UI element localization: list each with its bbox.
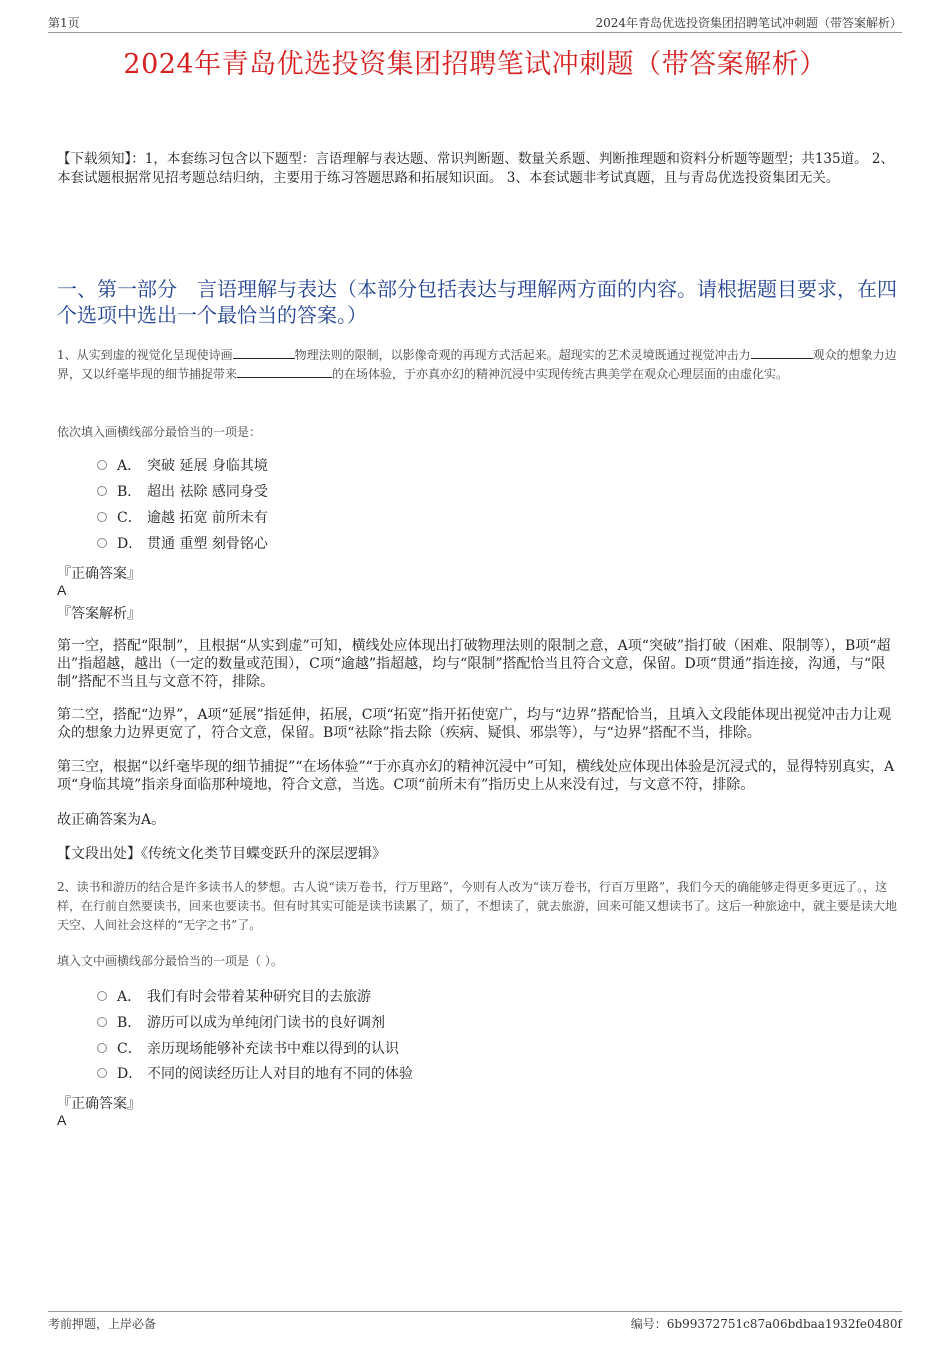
section-heading: 一、第一部分 言语理解与表达（本部分包括表达与理解两方面的内容。请根据题目要求，在四个选项中选出一个最恰当的答案。）	[57, 277, 897, 327]
q2-answer: A	[57, 1112, 67, 1128]
option-text: 游历可以成为单纯闭门读书的良好调剂	[147, 1015, 385, 1031]
radio-icon[interactable]	[97, 486, 107, 496]
radio-icon[interactable]	[97, 538, 107, 548]
option-letter: D．	[117, 1066, 143, 1082]
q1-prompt: 依次填入画横线部分最恰当的一项是：	[57, 425, 262, 439]
q1-answer: A	[57, 582, 67, 598]
header-doc-title: 2024年青岛优选投资集团招聘笔试冲刺题（带答案解析）	[595, 16, 902, 30]
q1-blank-2	[751, 346, 813, 359]
q1-analysis-paragraph-3: 第三空，根据“以纤毫毕现的细节捕捉”“在场体验”“于亦真亦幻的精神沉浸中”可知，横线处应体现出体验是沉浸式的，显得特别真实，A项“身临其境”指亲身面临那种境地，符合文意，当选。C项“前所未有”指历史上从来没有过，与文意不符，排除。	[57, 759, 895, 793]
option-letter: A．	[117, 989, 142, 1005]
q1-analysis-paragraph-1: 第一空，搭配“限制”，且根据“从实到虚”可知，横线处应体现出打破物理法则的限制之意，A项“突破”指打破（困难、限制等），B项“超出”指超越，越出（一定的数量或范围），C项“逾越”指超越，均与“限制”搭配恰当且符合文意，保留。D项“贯通”指连接，沟通，与“限制”搭配不当且与文意不符，排除。	[57, 638, 891, 690]
option-text: 突破 延展 身临其境	[147, 458, 268, 474]
q1-answer-label: 『正确答案』	[57, 566, 141, 582]
option-letter: C．	[117, 1041, 142, 1057]
q1-option-a[interactable]	[97, 456, 268, 476]
option-letter: C．	[117, 510, 142, 526]
option-text: 超出 祛除 感同身受	[147, 484, 268, 500]
footer-slogan: 考前押题，上岸必备	[48, 1317, 157, 1331]
page-footer	[48, 1311, 902, 1332]
option-letter: A．	[117, 458, 142, 474]
q2-answer-label: 『正确答案』	[57, 1096, 141, 1112]
option-text: 我们有时会带着某种研究目的去旅游	[147, 989, 371, 1005]
q2-prompt: 填入文中画横线部分最恰当的一项是（ ）。	[57, 954, 283, 968]
q1-analysis-paragraph-2: 第二空，搭配“边界”，A项“延展”指延伸，拓展，C项“拓宽”指开拓使宽广，均与“边界”搭配恰当，且填入文段能体现出视觉冲击力让观众的想象力边界更宽了，符合文意，保留。B项“祛除”指去除（疾病、疑惧、邪祟等），与“边界”搭配不当，排除。	[57, 707, 892, 741]
radio-icon[interactable]	[97, 991, 107, 1001]
q1-text-part-3: 观众的想象力边界，又以纤毫毕现的细节捕捉带来	[57, 348, 897, 381]
option-text: 亲历现场能够补充读书中难以得到的认识	[147, 1041, 399, 1057]
q2-option-d[interactable]	[97, 1064, 413, 1084]
q1-text-part-4: 的在场体验，于亦真亦幻的精神沉浸中实现传统古典美学在观众心理层面的由虚化实。	[332, 367, 789, 381]
q1-blank-3	[237, 365, 332, 378]
download-notice: 【下载须知】：1，本套练习包含以下题型：言语理解与表达题、常识判断题、数量关系题、判断推理题和资料分析题等题型；共135道。 2、本套试题根据常见招考题总结归纳，主要用于练习答题思路和拓展知识面。 3、本套试题非考试真题，且与青岛优选投资集团无关。	[57, 151, 894, 186]
question-1-text	[57, 346, 902, 384]
option-letter: B．	[117, 484, 142, 500]
document-title: 2024年青岛优选投资集团招聘笔试冲刺题（带答案解析）	[123, 49, 827, 80]
radio-icon[interactable]	[97, 1043, 107, 1053]
radio-icon[interactable]	[97, 460, 107, 470]
footer-serial-number: 编号：6b99372751c87a06bdbaa1932fe0480f	[630, 1317, 902, 1331]
option-text: 逾越 拓宽 前所未有	[147, 510, 268, 526]
option-letter: D．	[117, 536, 143, 552]
q1-option-c[interactable]	[97, 508, 268, 528]
q2-option-b[interactable]	[97, 1013, 385, 1033]
option-text: 贯通 重塑 刻骨铭心	[147, 536, 268, 552]
q1-text-part-2: 物理法则的限制，以影像奇观的再现方式活起来。超现实的艺术灵境既通过视觉冲击力	[294, 348, 751, 362]
page-header	[48, 14, 902, 33]
radio-icon[interactable]	[97, 1068, 107, 1078]
q1-text-part-1: 1、从实到虚的视觉化呈现使诗画	[57, 348, 233, 362]
option-text: 不同的阅读经历让人对目的地有不同的体验	[147, 1066, 413, 1082]
q1-option-b[interactable]	[97, 482, 268, 502]
q1-analysis-label: 『答案解析』	[57, 606, 141, 622]
q1-source: 【文段出处】《传统文化类节目蝶变跃升的深层逻辑》	[57, 846, 386, 862]
page-number: 第1页	[48, 16, 80, 30]
q1-blank-1	[233, 346, 295, 359]
radio-icon[interactable]	[97, 512, 107, 522]
question-2-text: 2、读书和游历的结合是许多读书人的梦想。古人说“读万卷书，行万里路”，今则有人改为“读万卷书，行百万里路”，我们今天的确能够走得更多更远了。，这样，在行前自然要读书，回来也要读书。但有时其实可能是读书读累了，烦了，不想读了，就去旅游，回来可能又想读书了。这后一种旅途中，就主要是读大地天空、人间社会这样的“无字之书”了。	[57, 880, 898, 932]
radio-icon[interactable]	[97, 1017, 107, 1027]
q1-option-d[interactable]	[97, 534, 268, 554]
q2-option-a[interactable]	[97, 987, 371, 1007]
option-letter: B．	[117, 1015, 142, 1031]
q2-option-c[interactable]	[97, 1039, 399, 1059]
q1-analysis-conclusion: 故正确答案为A。	[57, 812, 166, 828]
